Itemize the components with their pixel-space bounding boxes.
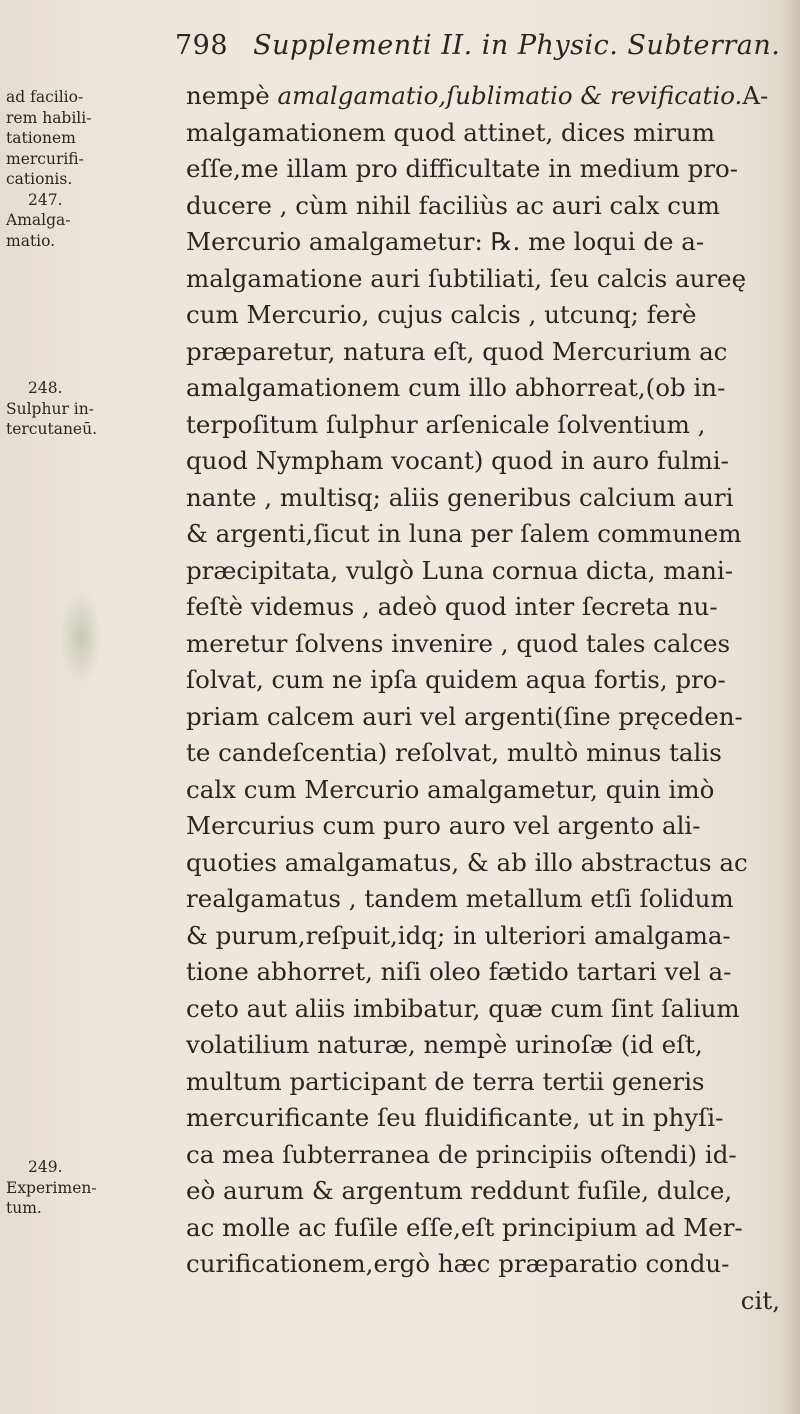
- text-line: volatilium naturæ, nempè urinoſæ (id eſt,: [186, 1030, 703, 1059]
- margin-line: matio.: [6, 231, 56, 250]
- margin-section-number: 249.: [28, 1158, 63, 1176]
- text-line: feſtè videmus , adeò quod inter ſecreta nu-: [186, 592, 718, 621]
- main-text-block: [186, 78, 786, 1319]
- margin-line: rem habili-: [6, 108, 92, 127]
- text-line: nante , multisq; aliis generibus calcium auri: [186, 482, 734, 512]
- text-line: ducere , cùm nihil faciliùs ac auri calx cum: [186, 190, 721, 220]
- margin-line: ad facilio-: [6, 88, 84, 106]
- text-line: & purum,reſpuit,idq; in ulteriori amalgama-: [186, 920, 731, 950]
- page-stain: [60, 590, 102, 685]
- text-line: Mercurius cum puro auro vel argento ali-: [186, 811, 701, 840]
- text-line: malgamatione auri ſubtiliati, ſeu calcis aureę: [186, 263, 747, 293]
- text-line: meretur ſolvens invenire , quod tales calces: [186, 628, 731, 658]
- text-line: amalgamationem cum illo abhorreat,(ob in-: [186, 373, 726, 402]
- text-line: realgamatus , tandem metallum etſi ſolidum: [186, 884, 734, 913]
- text-fragment: A-: [742, 81, 769, 110]
- margin-section-number: 248.: [28, 379, 63, 397]
- text-line: priam calcem auri vel argenti(ſine pręceden-: [186, 701, 743, 731]
- text-line: te candeſcentia) reſolvat, multò minus talis: [186, 738, 722, 767]
- text-line: malgamationem quod attinet, dices mirum: [186, 117, 715, 147]
- catchword-text: cit,: [740, 1285, 780, 1315]
- margin-line: Sulphur in-: [6, 399, 94, 418]
- text-line: ſolvat, cum ne ipſa quidem aqua fortis, pro-: [186, 665, 726, 694]
- text-line: & argenti,ſicut in luna per ſalem communem: [186, 519, 742, 548]
- margin-note-experiment: [6, 1157, 156, 1219]
- margin-line: mercurifi-: [6, 149, 84, 168]
- text-line: multum participant de terra tertii generis: [186, 1066, 705, 1096]
- text-line: eſſe,me illam pro difficultate in medium pro-: [186, 154, 739, 183]
- text-line: cum Mercurio, cujus calcis , utcunq; ferè: [186, 300, 697, 329]
- margin-note-mercurification: [6, 87, 156, 251]
- margin-line: tum.: [6, 1199, 42, 1217]
- text-line: eò aurum & argentum reddunt fuſile, dulce,: [186, 1176, 733, 1205]
- text-line: ac molle ac fuſile eſſe,eſt principium ad Mer-: [186, 1212, 743, 1242]
- italic-phrase: amalgamatio,ſublimatio & revificatio.: [277, 81, 743, 110]
- text-line: Mercurio amalgametur: ℞. me loqui de a-: [186, 227, 705, 256]
- catchword: [186, 1283, 786, 1320]
- margin-section-number: 247.: [28, 190, 63, 209]
- text-line: [186, 78, 786, 115]
- text-line: terpoſitum ſulphur arſenicale ſolventium ,: [186, 409, 706, 439]
- text-line: mercurificante ſeu fluidificante, ut in phyſi-: [186, 1103, 724, 1132]
- text-line: quod Nympham vocant) quod in auro fulmi-: [186, 446, 729, 475]
- text-line: ca mea ſubterranea de principiis oſtendi) id-: [186, 1139, 737, 1169]
- text-line: quoties amalgamatus, & ab illo abstractus ac: [186, 847, 748, 877]
- text-line: calx cum Mercurio amalgametur, quin imò: [186, 774, 715, 804]
- text-line: præcipitata, vulgò Luna cornua dicta, mani-: [186, 555, 734, 585]
- page-number: 798: [175, 30, 229, 61]
- text-line: curificationem,ergò hæc præparatio condu-: [186, 1249, 730, 1278]
- margin-line: Experimen-: [6, 1178, 97, 1197]
- margin-line: tationem: [6, 129, 76, 147]
- text-fragment: nempè: [186, 81, 278, 110]
- margin-line: Amalga-: [6, 211, 71, 229]
- margin-note-sulphur: [6, 378, 156, 440]
- running-header: [175, 30, 781, 61]
- text-line: præparetur, natura eſt, quod Mercurium ac: [186, 336, 728, 366]
- margin-line: tercutaneū.: [6, 420, 98, 438]
- margin-line: cationis.: [6, 170, 73, 188]
- text-line: tione abhorret, niſi oleo fætido tartari vel a-: [186, 957, 732, 986]
- text-line: ceto aut aliis imbibatur, quæ cum ſint ſalium: [186, 993, 740, 1023]
- running-title: Supplementi II. in Physic. Subterran.: [253, 30, 781, 61]
